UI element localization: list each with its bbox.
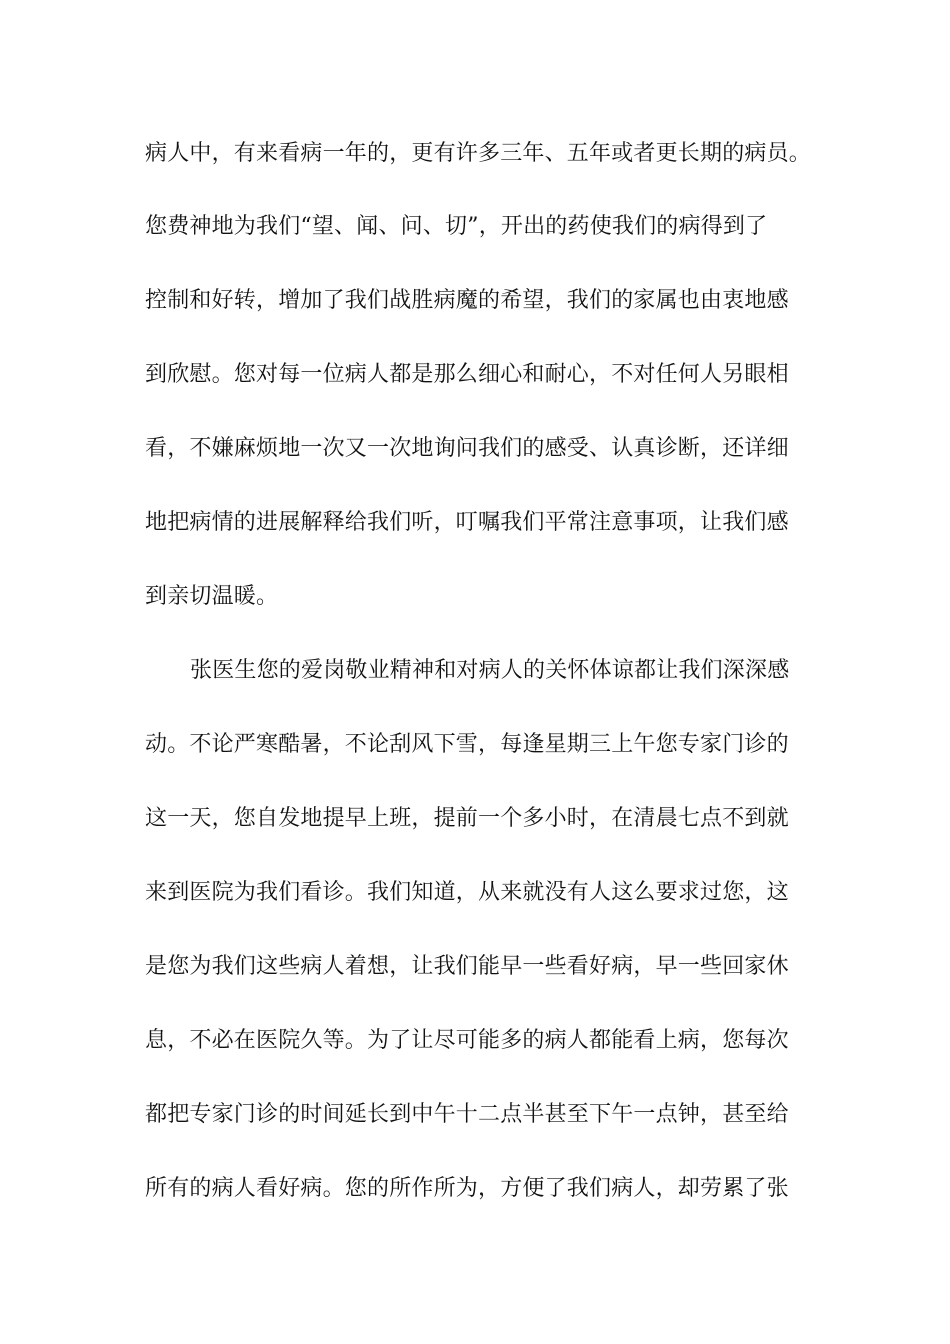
text-line: 到亲切温暖。: [145, 584, 279, 609]
text-line: 看，不嫌麻烦地一次又一次地询问我们的感受、认真诊断，还详细: [145, 436, 789, 461]
text-line: 地把病情的进展解释给我们听，叮嘱我们平常注意事项，让我们感: [145, 510, 789, 535]
paragraph-first-line: 张医生您的爱岗敬业精神和对病人的关怀体谅都让我们深深感: [190, 658, 790, 683]
text-line: 这一天，您自发地提早上班，提前一个多小时，在清晨七点不到就: [145, 806, 789, 831]
text-line: 控制和好转，增加了我们战胜病魔的希望，我们的家属也由衷地感: [145, 288, 789, 313]
text-line: 来到医院为我们看诊。我们知道，从来就没有人这么要求过您，这: [145, 880, 789, 905]
text-line: 是您为我们这些病人着想，让我们能早一些看好病，早一些回家休: [145, 954, 789, 979]
text-line: 病人中，有来看病一年的，更有许多三年、五年或者更长期的病员。: [145, 141, 812, 166]
text-line: 到欣慰。您对每一位病人都是那么细心和耐心，不对任何人另眼相: [145, 362, 789, 387]
text-line: 息，不必在医院久等。为了让尽可能多的病人都能看上病，您每次: [145, 1028, 789, 1053]
text-line: 都把专家门诊的时间延长到中午十二点半甚至下午一点钟，甚至给: [145, 1102, 789, 1127]
text-line: 动。不论严寒酷暑，不论刮风下雪，每逢星期三上午您专家门诊的: [145, 732, 789, 757]
text-line: 您费神地为我们“望、闻、问、切”，开出的药使我们的病得到了: [145, 214, 768, 239]
text-line: 所有的病人看好病。您的所作所为，方便了我们病人，却劳累了张: [145, 1176, 789, 1201]
